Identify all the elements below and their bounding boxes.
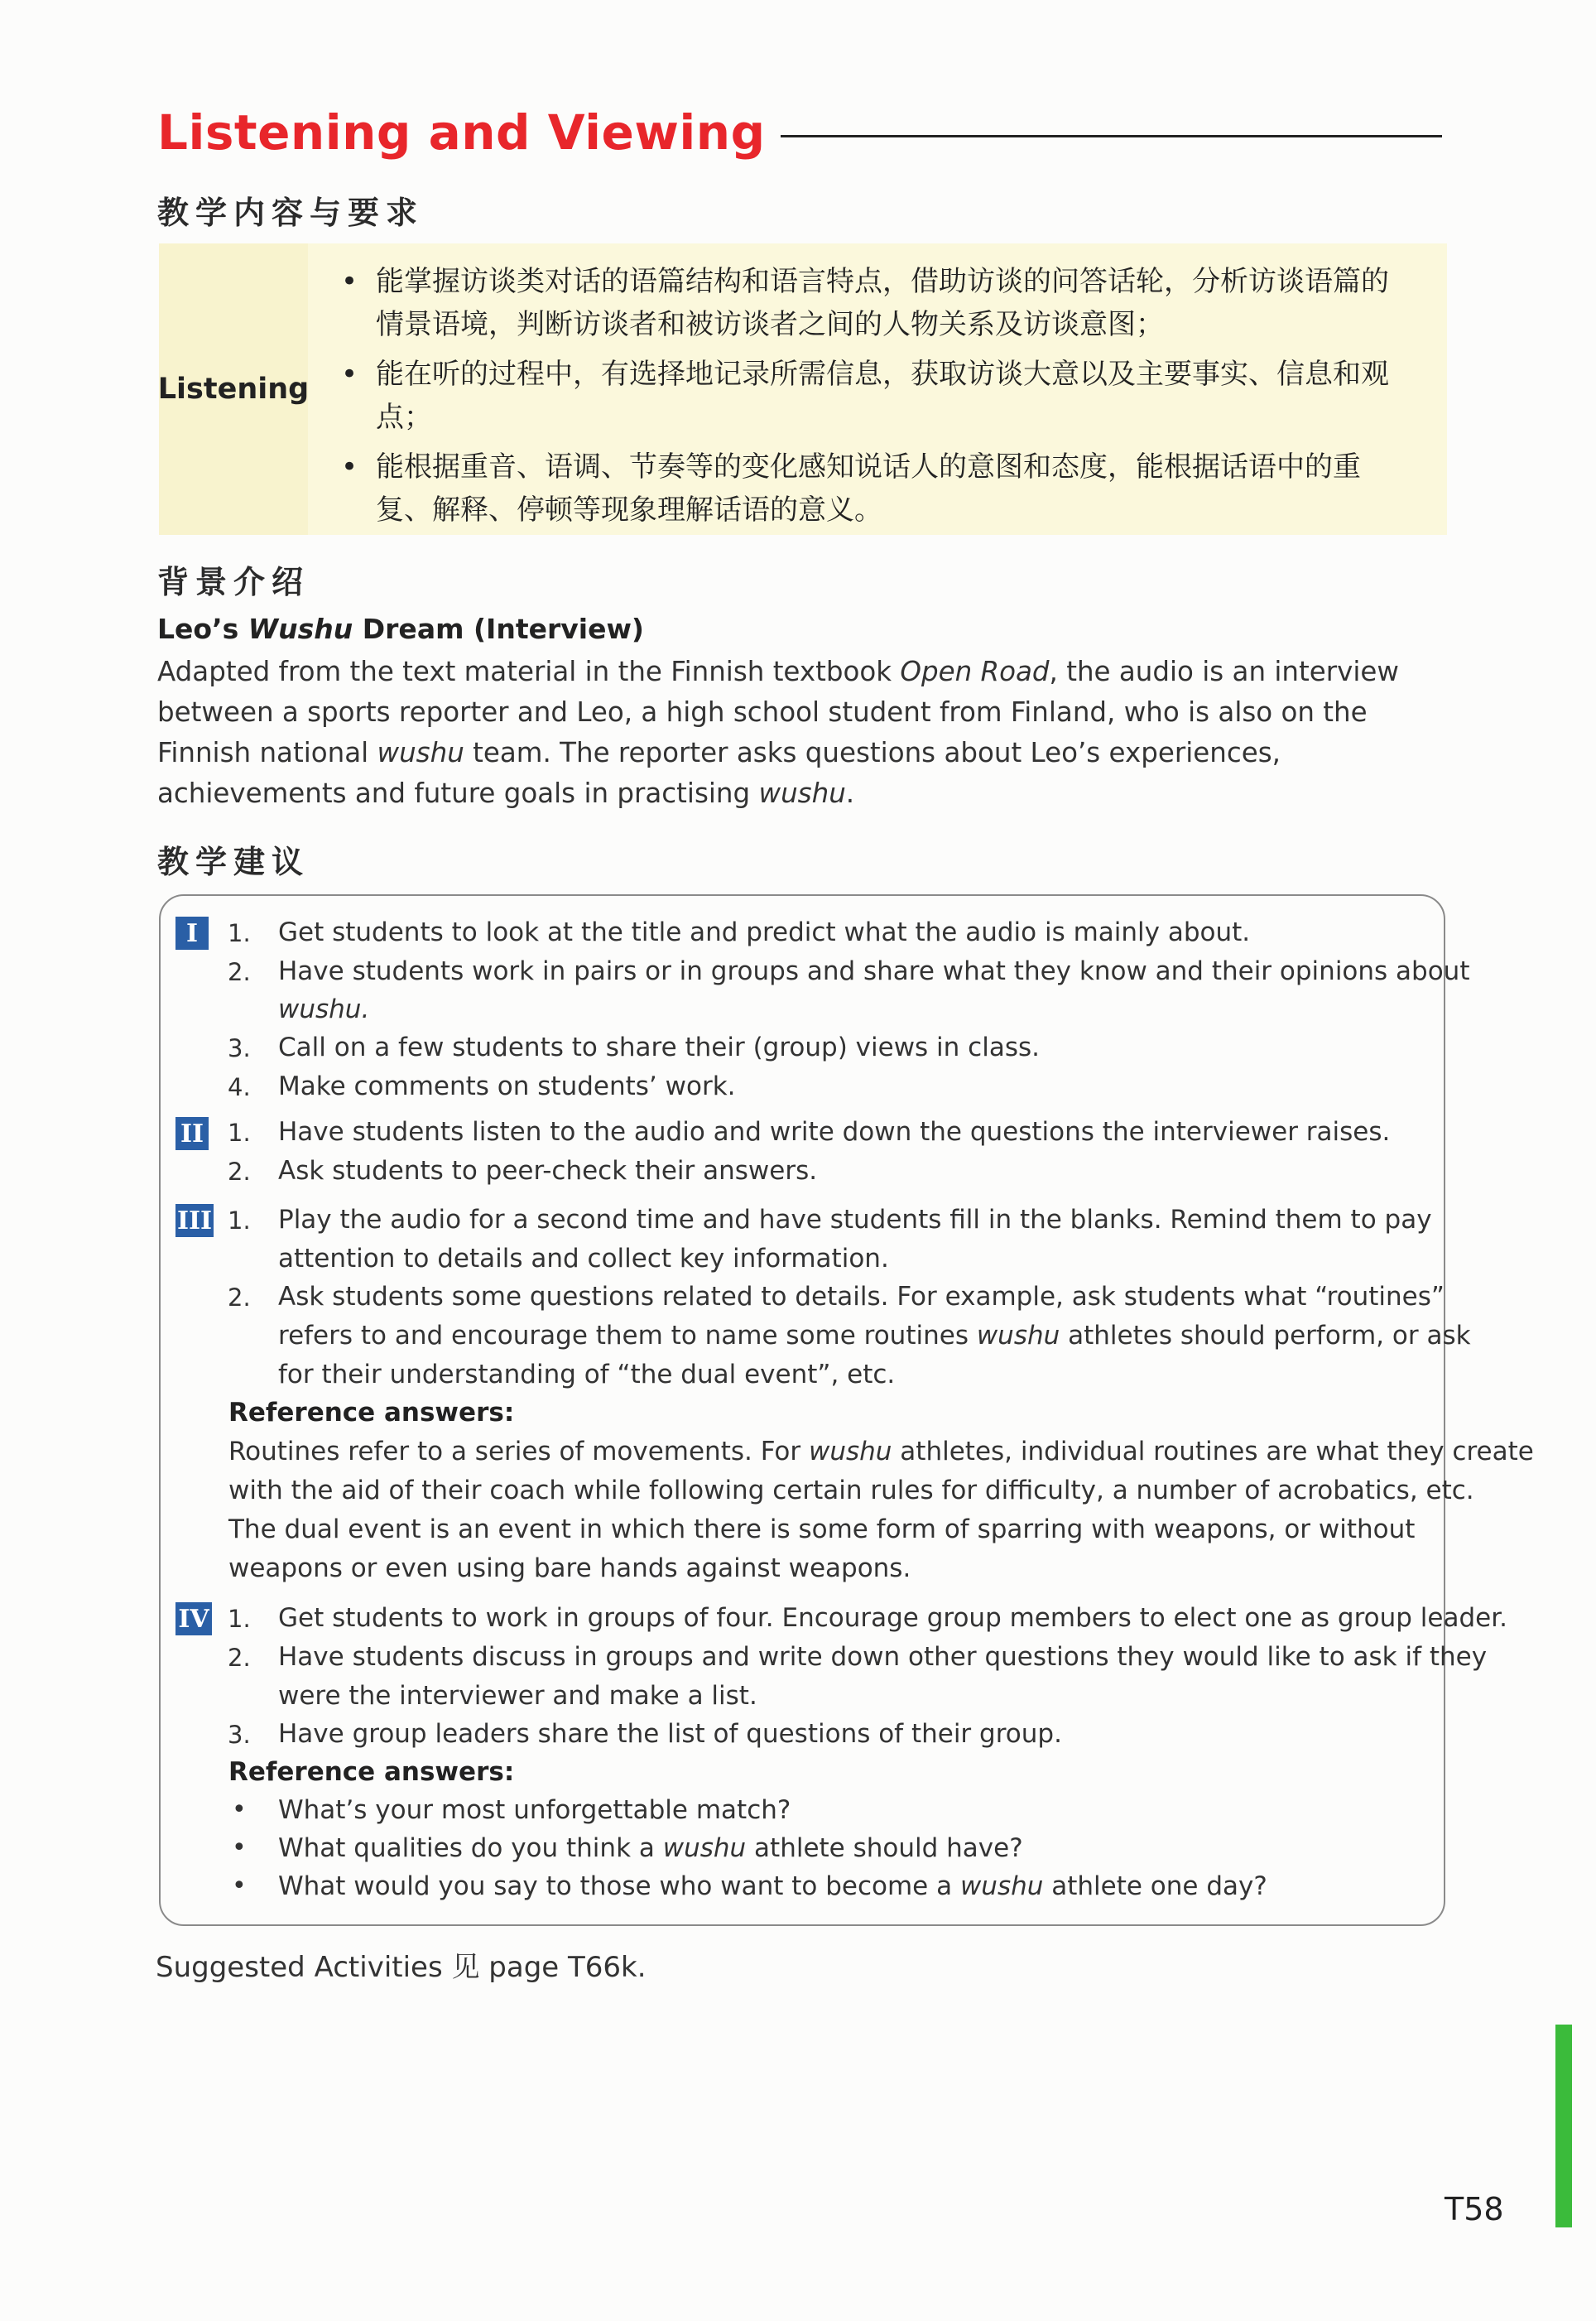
reference-answer-text: The dual event is an event in which there is some form of sparring with weapons, or without [228,1514,1416,1544]
instruction-text: were the interviewer and make a list. [278,1681,757,1711]
instruction-text: Call on a few students to share their (group) views in class. [278,1033,1040,1062]
reference-answer-text: Routines refer to a series of movements. For wushu athletes, individual routines are what they create [228,1437,1534,1466]
reference-answer-text: weapons or even using bare hands against weapons. [228,1553,911,1583]
instruction-text: Ask students to peer-check their answers. [278,1156,818,1186]
instruction-text: attention to details and collect key information. [278,1244,889,1274]
item-number: 1. [228,1206,251,1235]
bullet-icon: • [341,450,358,484]
title-rule [781,135,1442,137]
requirement-item: • 能根据重音、语调、节奏等的变化感知说话人的意图和态度，能根据话语中的重复、解释、停顿等现象理解话语的意义。 [341,445,1447,532]
item-number: 1. [228,919,251,947]
instruction-text: Have students work in pairs or in groups and share what they know and their opinions about [278,956,1470,986]
instruction-text: Get students to work in groups of four. Encourage group members to elect one as group leader. [278,1603,1507,1633]
bullet-icon: • [232,1833,247,1862]
requirement-item: • 能掌握访谈类对话的语篇结构和语言特点，借助访谈的问答话轮，分析访谈语篇的情景语境，判断访谈者和被访谈者之间的人物关系及访谈意图； [341,260,1447,346]
instruction-text: Have students discuss in groups and write down other questions they would like to ask if they [278,1642,1488,1672]
title-row [157,99,1442,166]
bullet-icon: • [341,358,358,391]
roman-badge-i: I [175,917,209,950]
bullet-icon: • [341,265,358,298]
reference-answer-text: with the aid of their coach while following certain rules for difficulty, a number of acrobatics, etc. [228,1476,1474,1505]
requirements-label: Listening [159,243,308,535]
instruction-text: Get students to look at the title and predict what the audio is mainly about. [278,917,1251,947]
item-number: 3. [228,1721,251,1749]
bullet-icon: • [232,1795,247,1824]
side-color-bar [1555,2025,1572,2227]
heading-background: 背景介绍 [157,564,310,600]
background-paragraph: Adapted from the text material in the Finnish textbook Open Road, the audio is an interview between a sports reporter and Leo, a high school student from Finland, who is also on the Finnish national wushu team. The reporter asks questions about Leo’s experiences, achievements and future goals in practising wushu. [157,656,1399,809]
page-title: Listening and Viewing [157,104,766,161]
item-number: 2. [228,1644,251,1672]
page-number: T58 [1445,2191,1504,2227]
item-number: 4. [228,1073,251,1101]
item-number: 2. [228,1158,251,1186]
reference-answer-item: What’s your most unforgettable match? [278,1795,791,1825]
reference-answer-item: What qualities do you think a wushu athlete should have? [278,1833,1023,1863]
bullet-icon: • [232,1871,247,1900]
instruction-text: for their understanding of “the dual event”, etc. [278,1360,896,1389]
instruction-text: wushu. [278,994,370,1024]
requirement-item: • 能在听的过程中，有选择地记录所需信息，获取访谈大意以及主要事实、信息和观点； [341,353,1447,439]
roman-badge-ii: II [175,1117,209,1150]
reference-answers-label: Reference answers: [228,1757,515,1787]
requirements-list [308,243,1447,535]
roman-badge-iv: IV [175,1602,212,1635]
heading-teaching-content: 教学内容与要求 [157,195,425,231]
suggested-activities-note: Suggested Activities 见 page T66k. [156,1951,647,1984]
heading-suggestions: 教学建议 [157,844,310,880]
instruction-text: refers to and encourage them to name some routines wushu athletes should perform, or ask [278,1321,1471,1351]
item-number: 1. [228,1605,251,1633]
roman-badge-iii: III [175,1204,214,1237]
instruction-text: Ask students some questions related to details. For example, ask students what “routines” [278,1282,1445,1312]
item-number: 2. [228,1283,251,1312]
instruction-text: Play the audio for a second time and have students fill in the blanks. Remind them to pay [278,1205,1432,1235]
instruction-text: Have students listen to the audio and write down the questions the interviewer raises. [278,1117,1391,1147]
reference-answer-item: What would you say to those who want to become a wushu athlete one day? [278,1871,1267,1901]
item-number: 1. [228,1119,251,1147]
instruction-text: Have group leaders share the list of questions of their group. [278,1719,1062,1749]
background-subtitle: Leo’s Wushu Dream (Interview) [157,613,645,645]
item-number: 3. [228,1034,251,1062]
reference-answers-label: Reference answers: [228,1398,515,1428]
instruction-text: Make comments on students’ work. [278,1071,736,1101]
requirements-box [159,243,1447,535]
item-number: 2. [228,958,251,986]
